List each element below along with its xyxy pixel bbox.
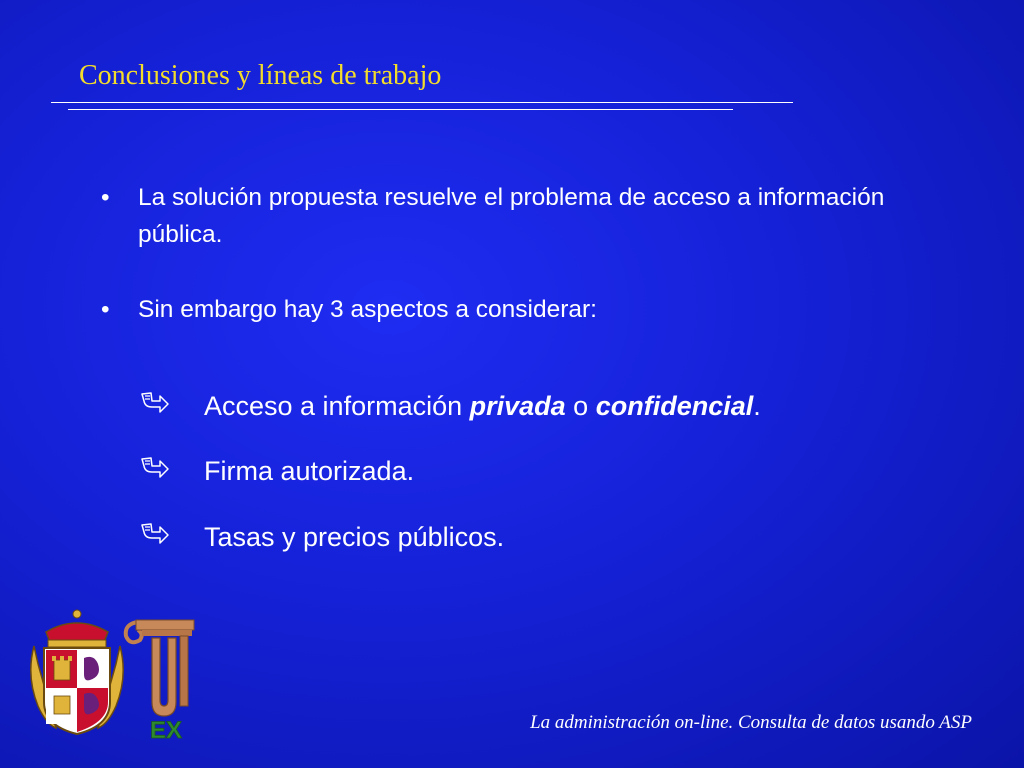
- emphasis-privada: privada: [469, 391, 566, 421]
- bullet-dot: •: [101, 296, 110, 323]
- hand-pointer-arrow-icon: [140, 391, 170, 417]
- bullet-text: Sin embargo hay 3 aspectos a considerar:: [138, 296, 597, 323]
- slide-title: Conclusiones y líneas de trabajo: [79, 60, 442, 91]
- coat-of-arms-logo: [26, 606, 128, 738]
- sub-item-text: Tasas y precios públicos.: [204, 522, 505, 552]
- bullet-item: [101, 291, 911, 328]
- hand-pointer-arrow-icon: [140, 456, 170, 482]
- sub-item-text: Firma autorizada.: [204, 456, 415, 486]
- university-extremadura-logo: [122, 614, 202, 742]
- sub-item-text: [204, 389, 761, 423]
- emphasis-confidencial: confidencial: [595, 391, 754, 421]
- slide-footer: La administración on-line. Consulta de datos usando ASP: [530, 712, 972, 733]
- sub-item-suffix: .: [753, 391, 761, 421]
- title-rule-top: [51, 102, 793, 103]
- bullet-item: [101, 179, 911, 253]
- title-rule-bottom: [68, 109, 733, 110]
- sub-item-connector: o: [565, 391, 596, 421]
- uex-logo-letters: EX: [150, 717, 183, 742]
- bullet-dot: •: [101, 184, 110, 211]
- bullet-text: La solución propuesta resuelve el problema de acceso a información pública.: [138, 184, 885, 248]
- hand-pointer-arrow-icon: [140, 522, 170, 548]
- sub-item-prefix: Acceso a información: [204, 391, 470, 421]
